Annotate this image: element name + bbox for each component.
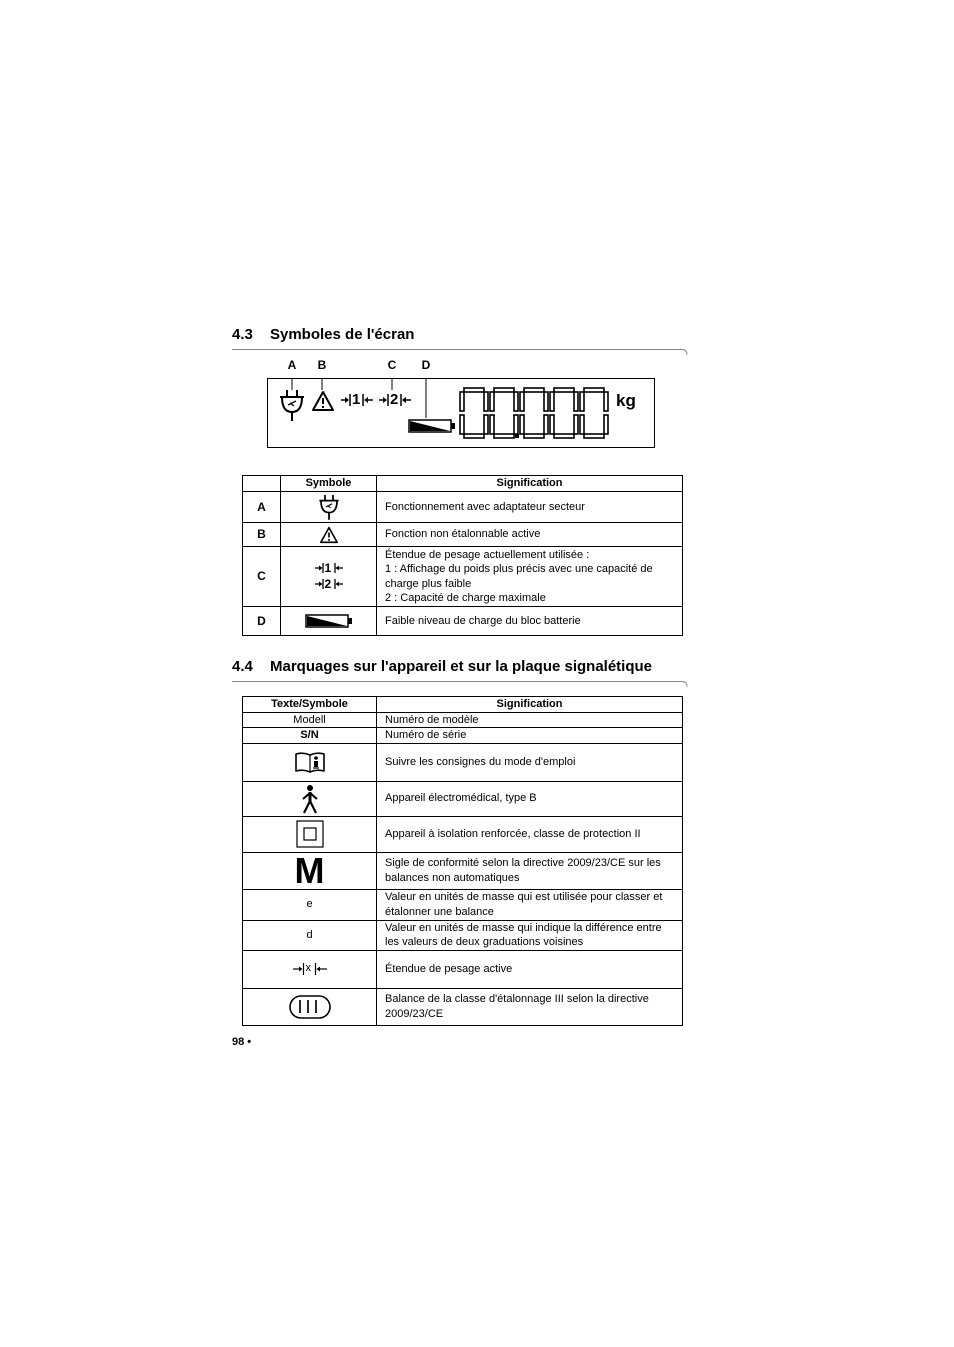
table-header-row: [243, 697, 683, 713]
range-2-digit: 2: [324, 576, 332, 591]
segment: [524, 388, 544, 392]
marker-b: B: [317, 358, 327, 372]
row-meaning: Valeur en unités de masse qui est utilisée pour classer et: [385, 891, 663, 903]
marker-a: A: [287, 358, 297, 372]
segment: [494, 388, 514, 392]
segment: [464, 388, 484, 392]
segment: [520, 392, 524, 411]
double-insulation-icon: [296, 820, 324, 848]
segment: [584, 434, 604, 438]
segment: [514, 392, 518, 411]
header-meaning: Signification: [377, 697, 683, 713]
segment: [574, 415, 578, 434]
power-adapter-icon: [317, 493, 341, 521]
table-row: [243, 607, 683, 636]
segment: [490, 415, 494, 434]
segment: [604, 415, 608, 434]
table-row: [243, 920, 683, 950]
symbol-text: S/N: [243, 728, 377, 744]
table-row: [243, 712, 683, 728]
unit-label: kg: [616, 391, 636, 410]
accuracy-class-iii-icon: [289, 995, 331, 1019]
markings-table: [242, 696, 683, 1026]
class-numeral: III: [297, 996, 322, 1017]
header-text-symbol: Texte/Symbole: [243, 697, 377, 713]
row-meaning: Étendue de pesage active: [385, 962, 513, 975]
decimal-point: [515, 434, 519, 438]
symbol-text: d: [243, 920, 377, 950]
row-meaning: les valeurs de deux graduations voisines: [385, 936, 584, 948]
segment: [580, 415, 584, 434]
weight-reading: [458, 386, 618, 442]
row-meaning: 2009/23/CE: [385, 1007, 444, 1020]
battery-low-icon: [305, 614, 353, 628]
section-4-4-title: [232, 658, 652, 675]
section-number: 4.4: [232, 658, 253, 675]
table-row: [243, 523, 683, 547]
table-row: [243, 852, 683, 889]
section-heading-text: Marquages sur l'appareil et sur la plaque signalétique: [270, 658, 653, 675]
table-row: [243, 728, 683, 744]
table-row: [243, 781, 683, 816]
segment: [484, 415, 488, 434]
symbols-table: [242, 475, 683, 636]
row-key: D: [243, 607, 281, 636]
header-key: [243, 476, 281, 492]
segment: [494, 434, 514, 438]
range-x-letter: x: [305, 961, 311, 974]
warning-triangle-icon: [311, 390, 335, 412]
segment: [604, 392, 608, 411]
table-row: [243, 547, 683, 607]
segment: [490, 392, 494, 411]
segment: [584, 388, 604, 392]
row-meaning: Numéro de modèle: [385, 713, 479, 726]
header-symbol: Symbole: [281, 476, 377, 492]
range-1-digit: 1: [352, 391, 361, 408]
row-meaning: 2 : Capacité de charge maximale: [385, 592, 546, 604]
row-key: A: [243, 492, 281, 523]
marker-d: D: [421, 358, 431, 372]
row-meaning: Numéro de série: [385, 729, 467, 741]
marker-c: C: [387, 358, 397, 372]
page-number: 98 •: [232, 1036, 252, 1048]
metrology-m-icon: M: [294, 849, 325, 891]
row-meaning: Fonctionnement avec adaptateur secteur: [385, 500, 585, 513]
row-meaning: Valeur en unités de masse qui indique la différence entre: [385, 921, 662, 934]
table-row: [243, 816, 683, 852]
segment: [550, 392, 554, 411]
section-rule: [232, 681, 688, 689]
table-row: [243, 988, 683, 1025]
segment: [554, 434, 574, 438]
section-rule: [232, 349, 688, 357]
row-meaning: balances non automatiques: [385, 871, 520, 884]
power-adapter-icon: [277, 388, 307, 422]
weighing-range-x-icon: [293, 962, 327, 976]
row-meaning: charge plus faible: [385, 577, 472, 590]
row-meaning: étalonner une balance: [385, 905, 494, 918]
row-meaning: Appareil à isolation renforcée, classe de protection II: [385, 827, 641, 840]
warning-triangle-icon: [319, 526, 339, 544]
segment: [580, 392, 584, 411]
symbol-text: e: [243, 889, 377, 920]
table-row: [243, 492, 683, 523]
row-meaning: 1 : Affichage du poids plus précis avec une capacité de: [385, 563, 653, 575]
row-meaning: Appareil électromédical, type B: [385, 792, 537, 805]
row-meaning: Faible niveau de charge du bloc batterie: [385, 614, 581, 627]
segment: [460, 415, 464, 434]
range-1-digit: 1: [324, 560, 332, 575]
symbol-text: Modell: [243, 712, 377, 728]
range-2-icon: [378, 391, 412, 409]
segment: [544, 415, 548, 434]
section-heading-text: Symboles de l'écran: [270, 326, 415, 343]
row-meaning: Fonction non étalonnable active: [385, 528, 541, 541]
row-meaning: Balance de la classe d'étalonnage III selon la directive: [385, 993, 649, 1005]
segment: [544, 392, 548, 411]
segment: [460, 392, 464, 411]
range-2-digit: 2: [390, 391, 399, 408]
segment: [550, 415, 554, 434]
scale-display: [267, 378, 655, 448]
range-1-icon: [340, 391, 374, 409]
section-4-3-title: [232, 326, 414, 343]
table-row: [243, 889, 683, 920]
type-b-person-icon: [300, 784, 320, 814]
segment: [520, 415, 524, 434]
instruction-manual-icon: [294, 751, 326, 773]
battery-low-icon: [408, 419, 456, 433]
segment: [464, 434, 484, 438]
segment: [574, 392, 578, 411]
segment: [524, 434, 544, 438]
table-header-row: [243, 476, 683, 492]
row-key: C: [243, 547, 281, 607]
weighing-range-icon: [315, 561, 343, 593]
row-meaning: Étendue de pesage actuellement utilisée :: [385, 548, 590, 561]
table-row: [243, 950, 683, 988]
row-meaning: Suivre les consignes du mode d'emploi: [385, 755, 576, 768]
segment: [514, 415, 518, 434]
table-row: [243, 743, 683, 781]
section-number: 4.3: [232, 326, 253, 343]
row-key: B: [243, 523, 281, 547]
header-meaning: Signification: [377, 476, 683, 492]
segment: [484, 392, 488, 411]
row-meaning: Sigle de conformité selon la directive 2009/23/CE sur les: [385, 857, 661, 869]
segment: [554, 388, 574, 392]
